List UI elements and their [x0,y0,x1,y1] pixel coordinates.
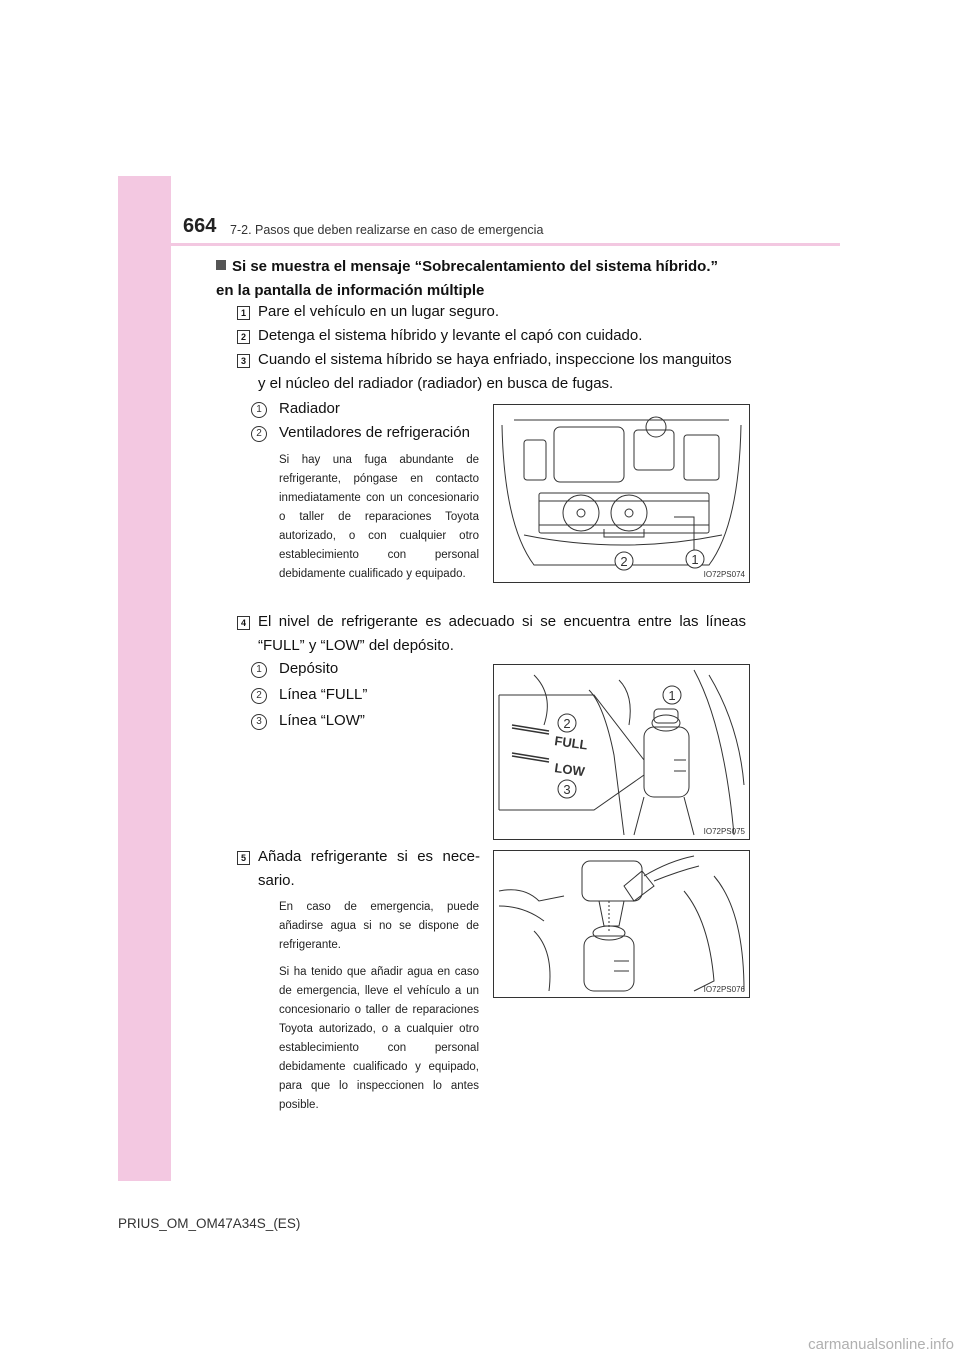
step-5-notes [279,898,479,1123]
fig1-callout-1: 1 [691,552,699,567]
callout-number-fans: 2 [251,426,267,442]
callout-number-full: 2 [251,688,267,704]
step-number-3: 3 [237,354,250,368]
step-number-5: 5 [237,851,250,865]
leak-warning-note: Si hay una fuga abundante de refrigerante, póngase en contacto inmediatamente con un concesionario o taller de reparaciones Toyota autorizado, o con cualquier otro establecimiento con personal debidamente cualificado y equipado. [279,454,479,580]
step-number-2: 2 [237,330,250,344]
callout-label-radiator: Radiador [279,400,340,417]
document-footer-code: PRIUS_OM_OM47A34S_(ES) [118,1216,301,1231]
figure-adding-coolant [493,850,750,998]
site-watermark: carmanualsonline.info [808,1336,954,1353]
step-3-line-1: Cuando el sistema híbrido se haya enfriado, inspeccione los manguitos [258,351,732,368]
figure-code: IO72PS074 [703,570,745,579]
step-number-1: 1 [237,306,250,320]
fig2-full-marking: FULL [553,733,589,753]
step-number-4: 4 [237,616,250,630]
page-number: 664 [183,215,217,237]
step-5-line-1: Añada refrigerante si es nece- [258,848,480,865]
step-3-text [258,348,746,396]
step-4-line-2: “FULL” y “LOW” del depósito. [258,637,454,654]
fig2-callout-2: 2 [563,716,571,731]
figure-code: IO72PS076 [703,985,745,994]
section-title: 7-2. Pasos que deben realizarse en caso de emergencia [230,223,544,237]
step-4-text [258,610,746,658]
fig2-callout-1: 1 [668,688,676,703]
header-divider [118,243,840,246]
heading-line-2: en la pantalla de información múltiple [216,282,485,299]
step-5-text [258,845,480,893]
callout-number-low: 3 [251,714,267,730]
square-bullet-icon [216,260,226,270]
figure-code: IO72PS075 [703,827,745,836]
figure-reservoir [493,664,750,840]
fig2-low-marking: LOW [553,760,586,780]
callout-number-radiator: 1 [251,402,267,418]
emergency-water-note: En caso de emergencia, puede añadirse agua si no se dispone de refrigerante. [279,901,479,951]
callout-label-low: Línea “LOW” [279,712,365,729]
step-5-line-2: sario. [258,872,295,889]
callout-number-reservoir: 1 [251,662,267,678]
callout-label-reservoir: Depósito [279,660,339,677]
inspection-note: Si ha tenido que añadir agua en caso de emergencia, lleve el vehículo a un concesionario o taller de reparaciones Toyota autorizado, o a cualquier otro establecimiento con personal debidamente cualificado y equipado, para que lo inspeccionen lo antes posible. [279,966,479,1111]
engine-bay-illustration [494,405,749,582]
heading-line-1: Si se muestra el mensaje “Sobrecalentamiento del sistema híbrido.” [232,258,719,275]
step-3-note [279,451,479,592]
callout-label-full: Línea “FULL” [279,686,368,703]
fig1-callout-2: 2 [620,554,628,569]
step-1-text: Pare el vehículo en un lugar seguro. [258,303,499,320]
section-heading [216,255,746,303]
figure-engine-bay [493,404,750,583]
adding-coolant-illustration [494,851,749,997]
step-3-line-2: y el núcleo del radiador (radiador) en busca de fugas. [258,375,614,392]
step-4-line-1: El nivel de refrigerante es adecuado si se encuentra entre las líneas [258,613,746,630]
step-2-text: Detenga el sistema híbrido y levante el capó con cuidado. [258,327,643,344]
callout-label-fans: Ventiladores de refrigeración [279,424,470,441]
reservoir-illustration [494,665,749,839]
fig2-callout-3: 3 [563,782,571,797]
chapter-sidebar-band [118,176,171,1181]
